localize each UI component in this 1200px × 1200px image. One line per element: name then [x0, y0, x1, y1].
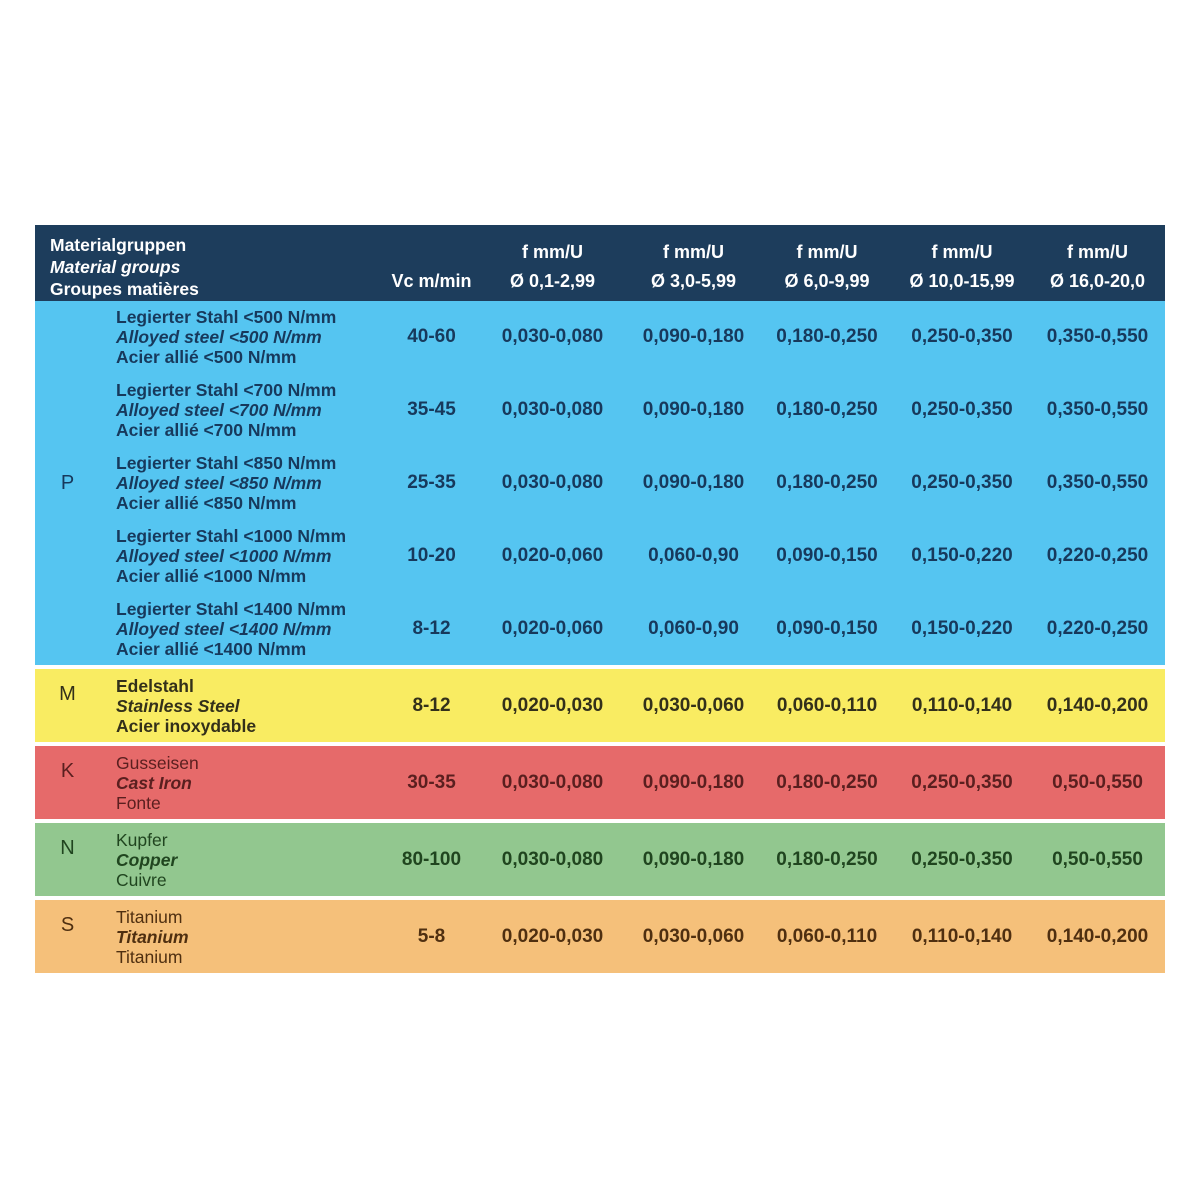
material-name-en: Alloyed steel <1000 N/mm	[116, 546, 332, 567]
group-letter-k: K	[60, 760, 75, 783]
feed-value: 0,50-0,550	[1052, 771, 1143, 793]
header-material-groups-fr: Groupes matières	[50, 279, 199, 299]
feed-value: 0,090-0,150	[776, 545, 878, 567]
material-name-en: Copper	[116, 849, 178, 870]
table-header	[35, 225, 1165, 301]
vc-value: 35-45	[407, 399, 456, 421]
group-letter-s: S	[60, 914, 75, 937]
feed-value: 0,250-0,350	[911, 848, 1013, 870]
material-name-fr: Acier allié <700 N/mm	[116, 420, 297, 441]
material-name-fr: Titanium	[116, 946, 183, 967]
material-name-fr: Acier allié <1000 N/mm	[116, 566, 307, 587]
material-name-de: Legierter Stahl <1400 N/mm	[116, 599, 347, 619]
material-name-en: Alloyed steel <500 N/mm	[116, 327, 322, 348]
feed-value: 0,220-0,250	[1046, 545, 1149, 567]
feed-value: 0,030-0,080	[501, 472, 604, 494]
feed-value: 0,090-0,180	[642, 326, 745, 348]
feed-value: 0,060-0,110	[776, 694, 878, 716]
feed-value: 0,180-0,250	[776, 399, 878, 421]
material-name-de: Kupfer	[116, 829, 168, 850]
material-names	[100, 447, 385, 520]
feed-value: 0,110-0,140	[911, 694, 1013, 716]
material-names	[100, 374, 385, 447]
feed-value: 0,180-0,250	[776, 472, 878, 494]
feed-value: 0,090-0,180	[642, 848, 745, 870]
material-names	[100, 593, 385, 666]
feed-value: 0,250-0,350	[911, 472, 1013, 494]
material-name-en: Alloyed steel <850 N/mm	[116, 473, 322, 494]
material-name-en: Alloyed steel <700 N/mm	[116, 400, 322, 421]
material-name-fr: Acier allié <1400 N/mm	[116, 639, 307, 659]
feed-value: 0,030-0,060	[642, 925, 745, 947]
vc-value: 5-8	[417, 925, 446, 947]
feed-value: 0,060-0,110	[776, 925, 878, 947]
feed-value: 0,030-0,080	[501, 399, 604, 421]
feed-value: 0,090-0,180	[642, 399, 745, 421]
feed-value: 0,030-0,080	[501, 771, 604, 793]
feed-unit-label: f mm/U	[521, 242, 583, 262]
material-name-fr: Acier inoxydable	[116, 715, 257, 736]
feed-value: 0,030-0,060	[642, 694, 745, 716]
feed-value: 0,250-0,350	[911, 326, 1013, 348]
feed-value: 0,250-0,350	[911, 771, 1013, 793]
feed-value: 0,030-0,080	[501, 848, 604, 870]
group-letter-m: M	[59, 683, 76, 706]
material-names	[100, 823, 385, 896]
feed-value: 0,020-0,030	[501, 694, 604, 716]
material-name-de: Legierter Stahl <700 N/mm	[116, 380, 337, 401]
vc-value: 8-12	[412, 618, 451, 639]
material-name-fr: Acier allié <850 N/mm	[116, 493, 297, 514]
header-material-groups-en: Material groups	[50, 257, 181, 277]
header-vc-column: Vc m/min	[391, 271, 472, 291]
feed-value: 0,150-0,220	[911, 618, 1013, 639]
vc-value: 30-35	[407, 771, 456, 793]
feed-value: 0,110-0,140	[911, 925, 1013, 947]
material-name-fr: Fonte	[116, 792, 161, 813]
vc-value: 8-12	[412, 694, 451, 716]
feed-unit-label: f mm/U	[931, 242, 993, 262]
group-letter-p: P	[60, 472, 75, 495]
feed-value: 0,220-0,250	[1046, 618, 1149, 639]
section-s-titanium	[35, 900, 1165, 973]
feed-value: 0,180-0,250	[776, 771, 878, 793]
feed-value: 0,060-0,90	[648, 545, 739, 567]
section-p-steel	[35, 301, 1165, 665]
feed-unit-label: f mm/U	[796, 242, 858, 262]
material-names	[100, 746, 385, 819]
feed-value: 0,150-0,220	[911, 545, 1013, 567]
material-name-de: Legierter Stahl <850 N/mm	[116, 453, 337, 474]
feed-value: 0,030-0,080	[501, 326, 604, 348]
header-feed-column-4	[894, 225, 1030, 301]
header-feed-column-2	[627, 225, 760, 301]
material-name-fr: Cuivre	[116, 869, 167, 890]
header-feed-column-1	[478, 225, 627, 301]
vc-value: 10-20	[407, 545, 456, 567]
feeds-speeds-table	[35, 225, 1165, 973]
section-m-stainless	[35, 669, 1165, 742]
material-names	[100, 669, 385, 742]
material-name-de: Titanium	[116, 906, 183, 927]
feed-value: 0,350-0,550	[1046, 399, 1149, 421]
feed-value: 0,180-0,250	[776, 848, 878, 870]
material-name-fr: Acier allié <500 N/mm	[116, 347, 297, 368]
feed-value: 0,020-0,060	[501, 545, 604, 567]
feed-diameter-range: Ø 10,0-15,99	[909, 271, 1015, 291]
vc-value: 40-60	[407, 326, 456, 348]
feed-value: 0,250-0,350	[911, 399, 1013, 421]
feed-value: 0,180-0,250	[776, 326, 878, 348]
section-n-copper	[35, 823, 1165, 896]
section-k-cast-iron	[35, 746, 1165, 819]
feed-unit-label: f mm/U	[662, 242, 724, 262]
feed-unit-label: f mm/U	[1066, 242, 1128, 262]
material-name-de: Edelstahl	[116, 675, 194, 696]
material-name-de: Legierter Stahl <500 N/mm	[116, 307, 337, 328]
feed-value: 0,090-0,180	[642, 472, 745, 494]
feed-value: 0,020-0,030	[501, 925, 604, 947]
header-feed-column-5	[1030, 225, 1165, 301]
feed-diameter-range: Ø 6,0-9,99	[784, 271, 870, 291]
header-feed-column-3	[760, 225, 894, 301]
material-name-en: Titanium	[116, 926, 189, 947]
header-material-groups	[35, 225, 385, 301]
feed-value: 0,020-0,060	[501, 618, 604, 639]
material-names	[100, 301, 385, 374]
feed-value: 0,060-0,90	[648, 618, 739, 639]
material-name-en: Cast Iron	[116, 772, 192, 793]
feed-value: 0,350-0,550	[1046, 472, 1149, 494]
material-name-de: Gusseisen	[116, 752, 199, 773]
feed-diameter-range: Ø 0,1-2,99	[509, 271, 596, 291]
material-names	[100, 900, 385, 973]
feed-value: 0,350-0,550	[1046, 326, 1149, 348]
feed-value: 0,140-0,200	[1046, 925, 1149, 947]
feed-diameter-range: Ø 16,0-20,0	[1049, 271, 1146, 291]
vc-value: 80-100	[401, 848, 462, 870]
group-letter-n: N	[60, 837, 75, 860]
material-name-de: Legierter Stahl <1000 N/mm	[116, 526, 347, 547]
feed-value: 0,50-0,550	[1052, 848, 1143, 870]
feed-diameter-range: Ø 3,0-5,99	[650, 271, 737, 291]
material-names	[100, 520, 385, 593]
feed-value: 0,090-0,150	[776, 618, 878, 639]
material-name-en: Alloyed steel <1400 N/mm	[116, 619, 332, 639]
vc-value: 25-35	[407, 472, 456, 494]
header-material-groups-de: Materialgruppen	[50, 235, 187, 255]
material-name-en: Stainless Steel	[116, 695, 240, 716]
feed-value: 0,090-0,180	[642, 771, 745, 793]
feed-value: 0,140-0,200	[1046, 694, 1149, 716]
